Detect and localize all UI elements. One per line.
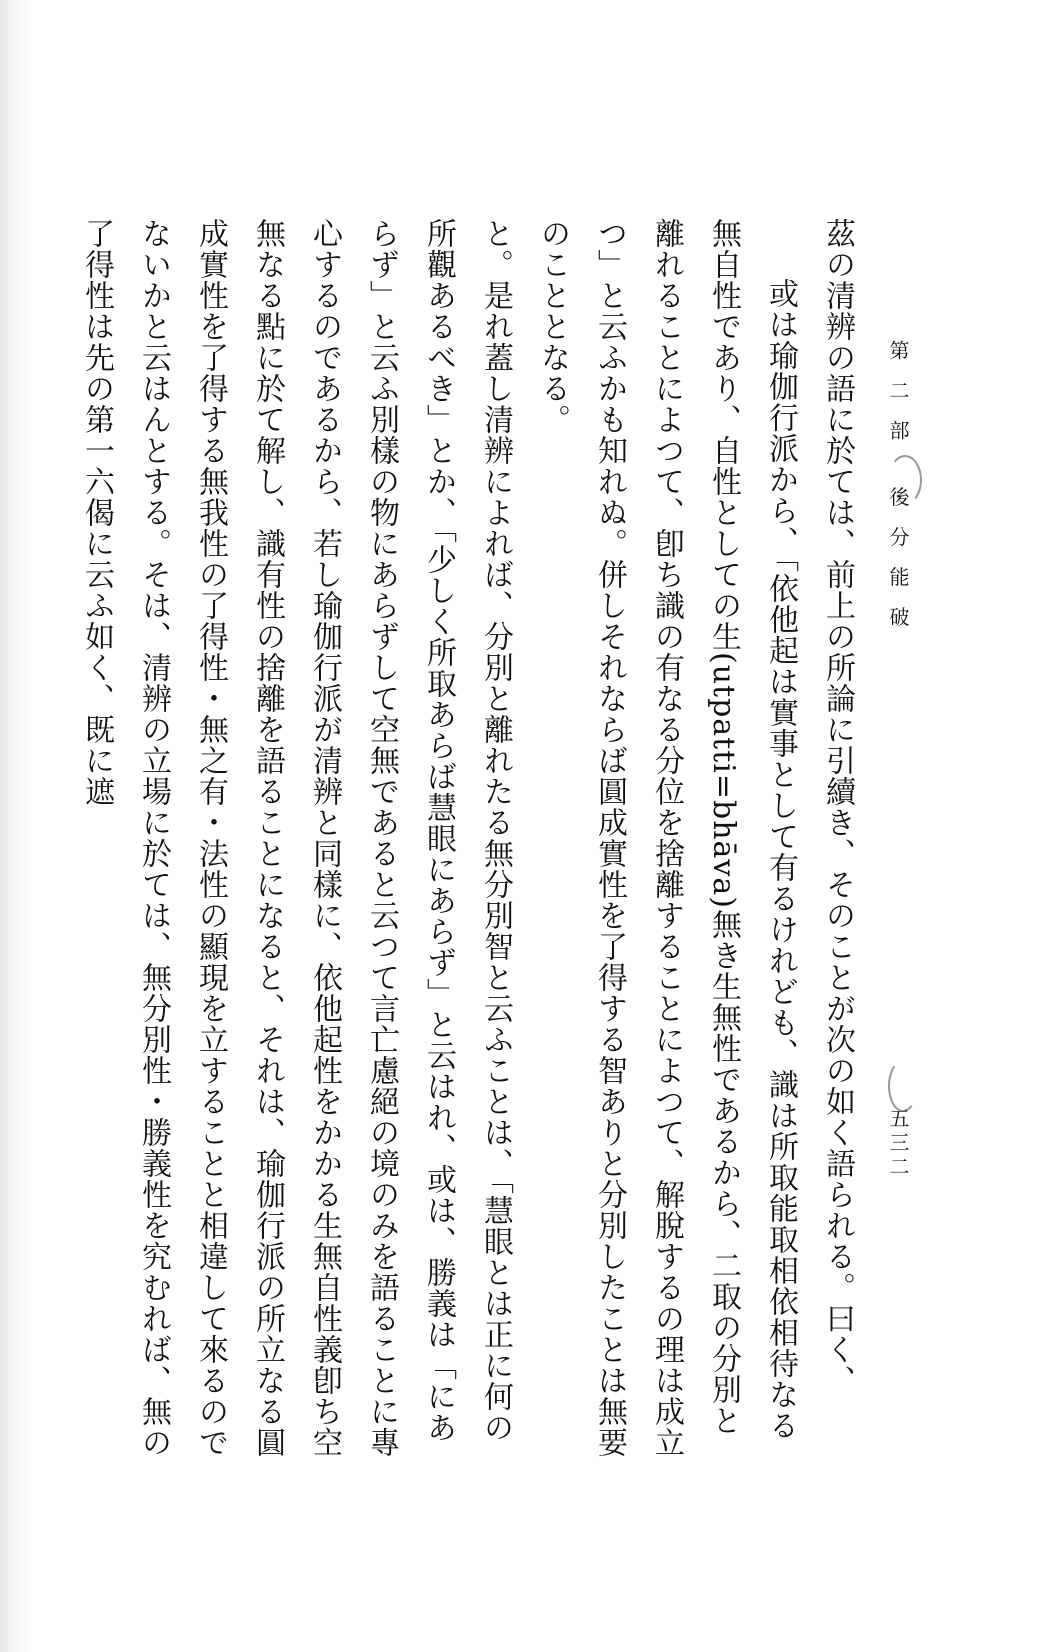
page-number: 五三二 bbox=[886, 1108, 910, 1180]
paper-mark bbox=[888, 1060, 918, 1112]
paragraph-commentary: と。是れ蓋し清辨によれば、分別と離れたる無分別智と云ふことは、「慧眼とは正に何の所觀あるべき」とか、「少しく所取あらば慧眼にあらず」と云はれ、或は、勝義は「にあらず」と云ふ別樣の物にあらずして空無であると云つて言亡慮絕の境のみを語ることに專心するのであるから、若し瑜伽行派が清辨と同樣に、依他起性をかかる生無自性義卽ち空無なる點に於て解し、識有性の捨離を語ることになると、それは、瑜伽行派の所立なる圓成實性を了得する無我性の了得性・無之有・法性の顯現を立することと相違して來るのでないかと云はんとする。そは、清辨の立場に於ては、無分別性・勝義性を究むれば、無の了得性は先の第一六偈に云ふ如く、既に遮 bbox=[79, 218, 513, 1458]
running-title: 第二部 後分能破 bbox=[886, 340, 910, 647]
paper-mark bbox=[888, 455, 922, 505]
body-text bbox=[79, 218, 866, 1460]
paragraph-intro: 茲の清辨の語に於ては、前上の所論に引續き、そのことが次の如く語られる。曰く、 bbox=[820, 218, 855, 1396]
scan-edge-shadow bbox=[0, 0, 34, 1652]
paragraph-quote: 或は瑜伽行派から、「依他起は實事として有るけれども、識は所取能取相依相待なる無自性であり、自性としての生(utpatti=bhāva)無き生無性であるから、二取の分別と離れることによつて、卽ち識の有なる分位を捨離することによつて、解脫するの理は成立つ」と云ふかも知れぬ。併しそれならば圓成實性を了得する智ありと分別したことは無要のこととなる。 bbox=[535, 218, 798, 1458]
